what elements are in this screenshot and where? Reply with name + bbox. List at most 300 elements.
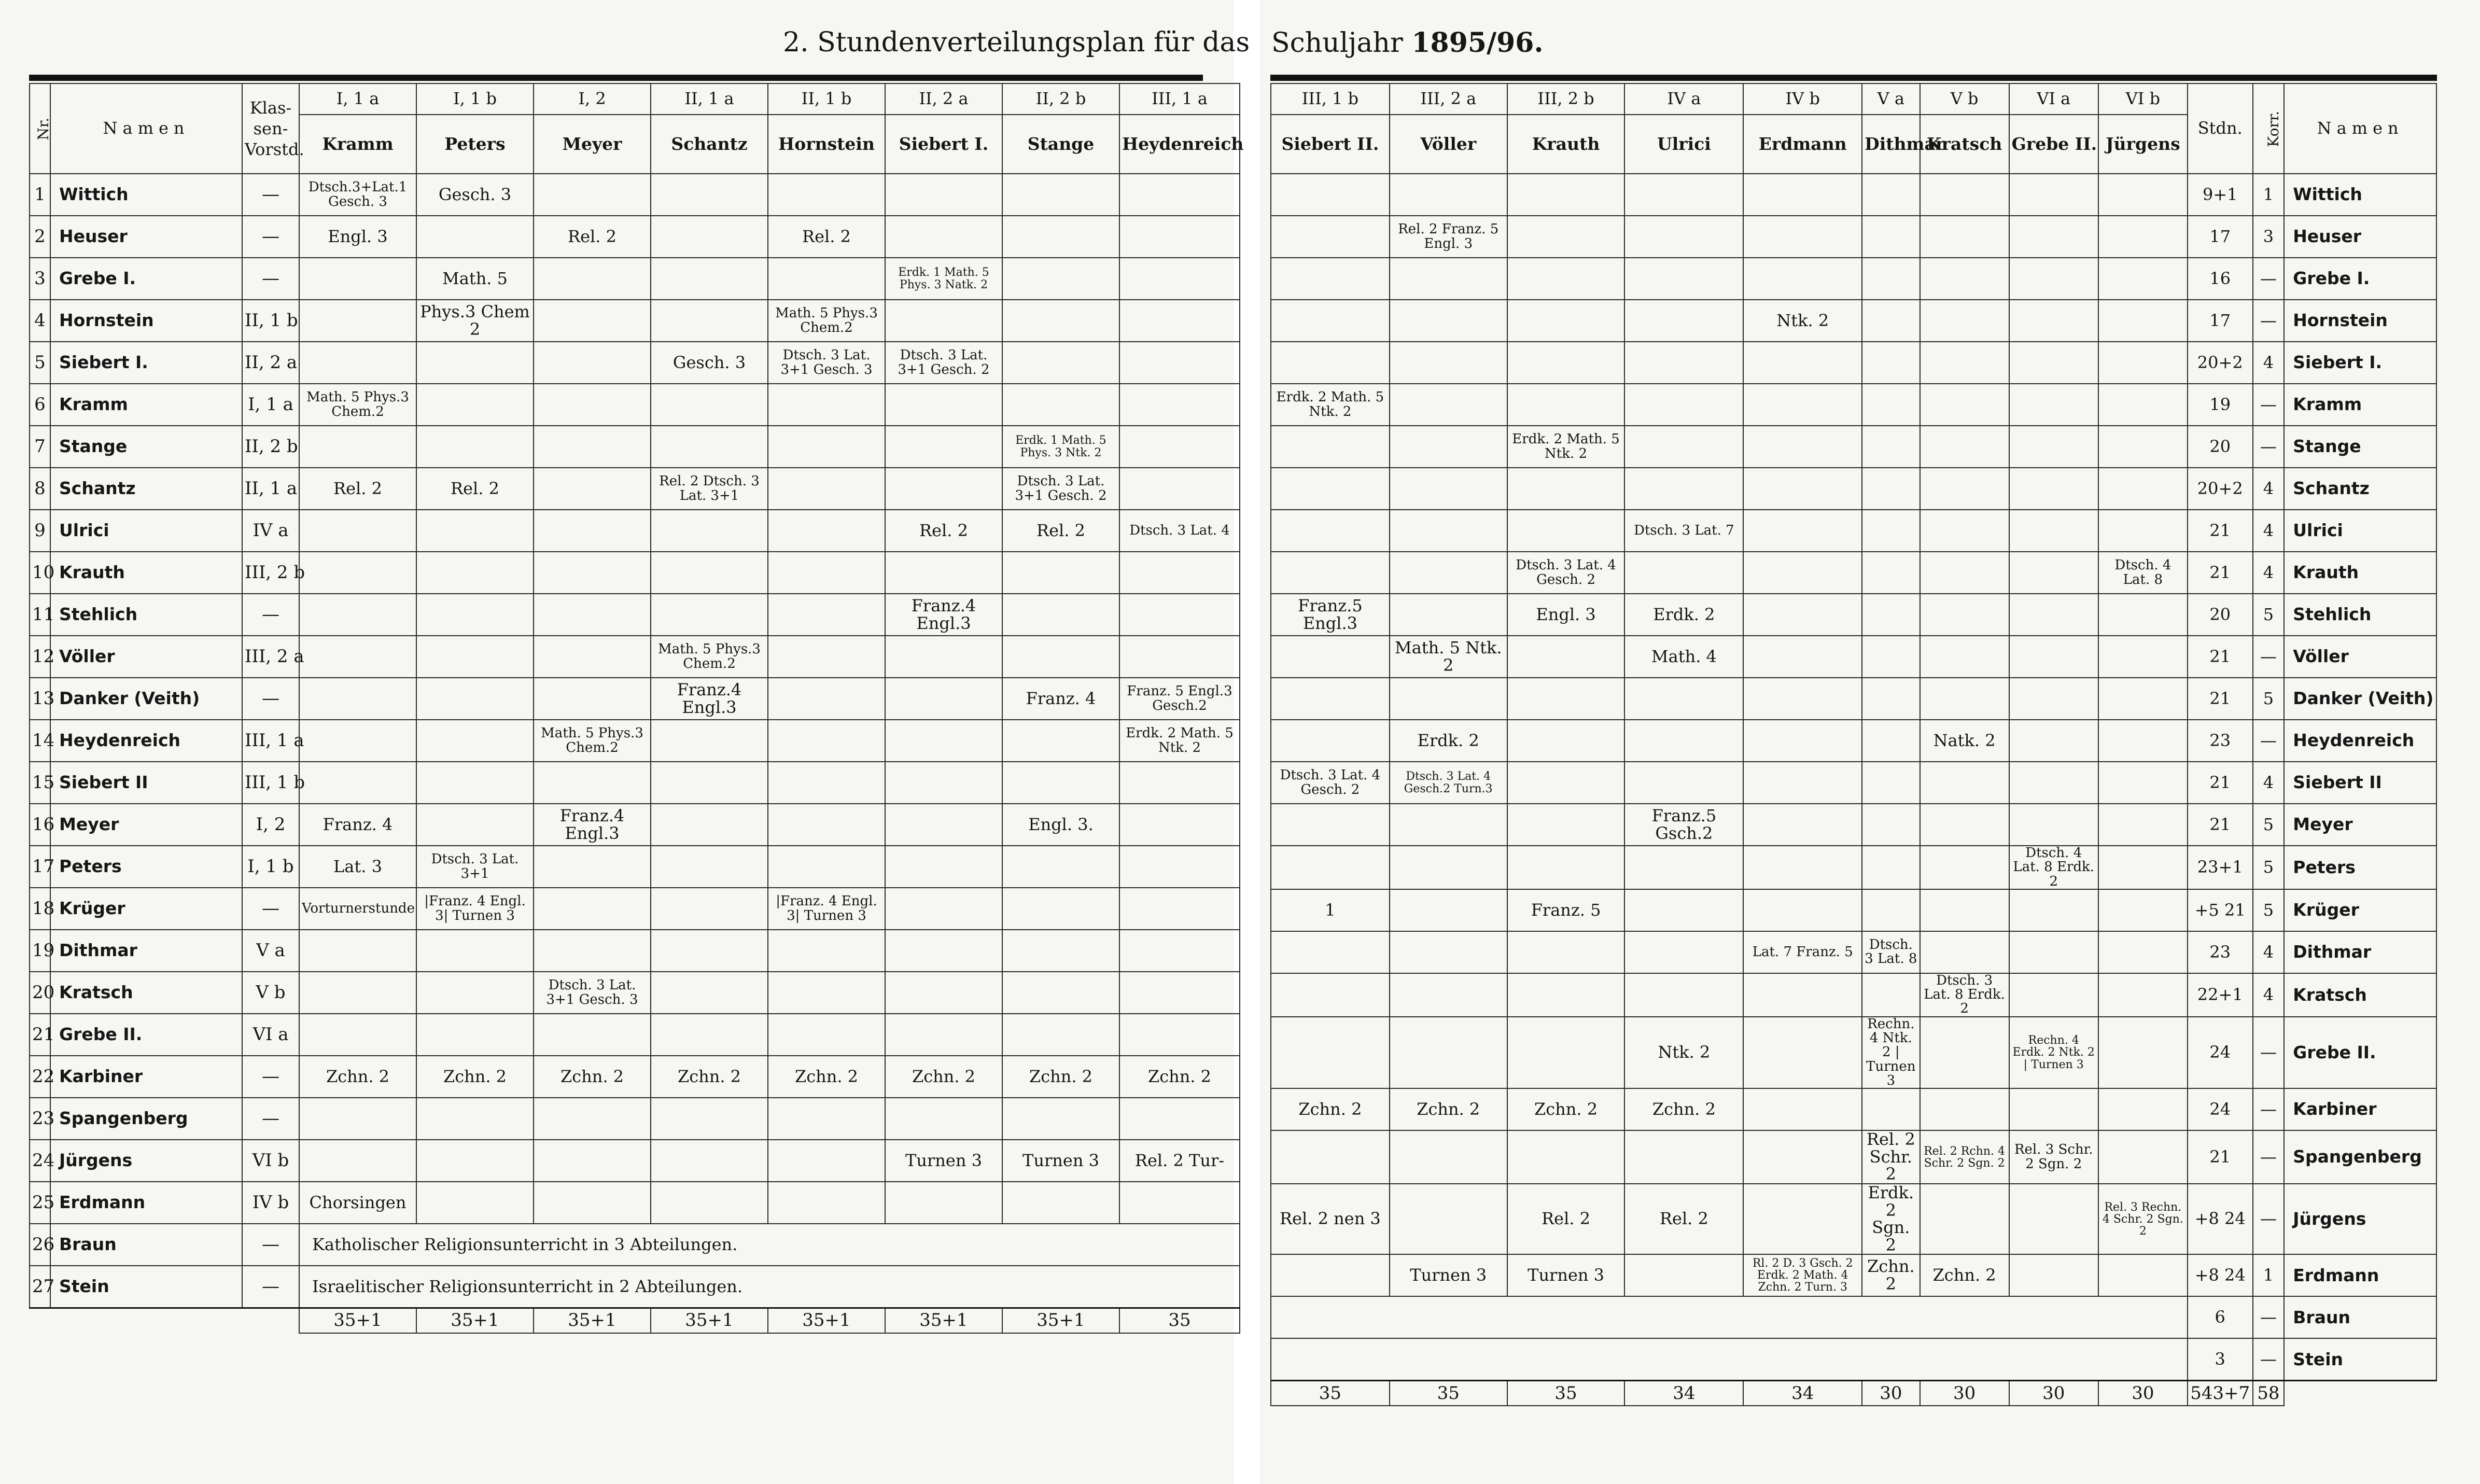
lesson-cell: Zchn. 2 [1862,1254,1919,1296]
teacher-name: Heydenreich [2284,720,2436,762]
lesson-cell [768,384,885,426]
lesson-cell [885,1014,1002,1056]
column-total: 35 [1119,1308,1240,1334]
lesson-cell [885,930,1002,972]
lesson-cell [1002,888,1119,930]
teacher-header: Schantz [651,115,768,174]
religion-note: Israelitischer Religionsunterricht in 2 Abteilungen. [299,1266,1240,1308]
lesson-cell [1271,1130,1390,1184]
lesson-cell [1271,636,1390,678]
lesson-cell [534,1014,651,1056]
lesson-cell [2098,468,2188,510]
lesson-cell [768,930,885,972]
lesson-cell [2098,846,2188,889]
lesson-cell [1743,384,1862,426]
lesson-cell [1862,804,1919,846]
lesson-cell [1119,930,1240,972]
hours-total: 21 [2188,678,2253,720]
corrections: — [2253,384,2285,426]
lesson-cell [1920,216,2009,258]
row-number: 2 [30,216,50,258]
lesson-cell: Rel. 2 [768,216,885,258]
row-number: 22 [30,1056,50,1098]
table-row [1271,1017,2436,1088]
table-row [30,594,1240,636]
lesson-cell [1920,510,2009,552]
lesson-cell [651,720,768,762]
lesson-cell [534,888,651,930]
lesson-cell: Ntk. 2 [1624,1017,1743,1088]
lesson-cell [1862,678,1919,720]
lesson-cell [1862,720,1919,762]
lesson-cell [1507,384,1625,426]
lesson-cell [1002,258,1119,300]
lesson-cell [299,1014,416,1056]
lesson-cell [1743,468,1862,510]
lesson-cell [768,258,885,300]
row-number: 17 [30,846,50,888]
totals-blank [30,1308,299,1334]
lesson-cell [1271,804,1390,846]
teacher-name: Stehlich [50,594,242,636]
lesson-cell [1624,889,1743,931]
lesson-cell [299,972,416,1014]
lesson-cell [1624,720,1743,762]
lesson-cell [1271,552,1390,594]
lesson-cell: Natk. 2 [1920,720,2009,762]
lesson-cell: Dtsch. 3 Lat. 4 Gesch. 2 [1507,552,1625,594]
lesson-cell [1862,552,1919,594]
lesson-cell [1743,258,1862,300]
lesson-cell [885,1098,1002,1140]
teacher-name: Spangenberg [50,1098,242,1140]
class-leader: IV a [242,510,299,552]
lesson-cell [1002,720,1119,762]
lesson-cell [1119,972,1240,1014]
class-leader: I, 2 [242,804,299,846]
page-title-right: Schuljahr 1895/96. [1271,27,1544,59]
lesson-cell [768,804,885,846]
lesson-cell [1862,889,1919,931]
lesson-cell [1862,216,1919,258]
teacher-name: Braun [50,1224,242,1266]
lesson-cell [1507,931,1625,973]
lesson-cell [651,552,768,594]
lesson-cell: Vorturnerstunde [299,888,416,930]
corrections: — [2253,1017,2285,1088]
lesson-cell [1002,342,1119,384]
lesson-cell [1390,510,1507,552]
table-row [1271,594,2436,636]
page-title-left: 2. Stundenverteilungsplan für das [783,27,1250,58]
row-number: 10 [30,552,50,594]
klassen-vorstand-header: Klas-sen-Vorstd. [242,83,299,174]
column-total: 35+1 [885,1308,1002,1334]
lesson-cell [1920,468,2009,510]
column-total: 35 [1507,1381,1625,1406]
lesson-cell [2009,973,2098,1017]
lesson-cell [1119,594,1240,636]
lesson-cell [2009,804,2098,846]
korr-header-text: Korr. [2264,111,2282,147]
lesson-cell [768,1098,885,1140]
lesson-cell [299,762,416,804]
teacher-name: Siebert II [50,762,242,804]
lesson-cell: Phys.3 Chem 2 [416,300,534,342]
lesson-cell: Lat. 7 Franz. 5 [1743,931,1862,973]
lesson-cell: Rechn. 4 Erdk. 2 Ntk. 2 | Turnen 3 [2009,1017,2098,1088]
lesson-cell [534,300,651,342]
lesson-cell [416,762,534,804]
lesson-cell: Math. 5 [416,258,534,300]
lesson-cell: Franz. 4 [1002,678,1119,720]
column-total: 35 [1390,1381,1507,1406]
hours-total: 23 [2188,931,2253,973]
table-row [30,426,1240,468]
class-leader: III, 2 b [242,552,299,594]
column-total: 35+1 [1002,1308,1119,1334]
lesson-cell [2009,1184,2098,1254]
teacher-name: Völler [2284,636,2436,678]
lesson-cell [885,846,1002,888]
lesson-cell [1920,762,2009,804]
lesson-cell: Rel. 3 Rechn. 4 Schr. 2 Sgn. 2 [2098,1184,2188,1254]
teacher-name: Erdmann [50,1182,242,1224]
lesson-cell [651,174,768,216]
row-number: 3 [30,258,50,300]
table-row [1271,1184,2436,1254]
lesson-cell: Franz.5 Gsch.2 [1624,804,1743,846]
nr-header [30,83,50,174]
class-leader: — [242,1098,299,1140]
lesson-cell: Erdk. 1 Math. 5 Phys. 3 Ntk. 2 [1002,426,1119,468]
lesson-cell: Turnen 3 [1390,1254,1507,1296]
teacher-name: Ulrici [2284,510,2436,552]
lesson-cell [651,972,768,1014]
lesson-cell [2009,510,2098,552]
lesson-cell: Math. 5 Phys.3 Chem.2 [534,720,651,762]
lesson-cell [1624,384,1743,426]
corrections: 4 [2253,762,2285,804]
lesson-cell [2098,174,2188,216]
lesson-cell [416,636,534,678]
lesson-cell: Rl. 2 D. 3 Gsch. 2 Erdk. 2 Math. 4 Zchn. 2 Turn. 3 [1743,1254,1862,1296]
lesson-cell [1920,1017,2009,1088]
lesson-cell [885,972,1002,1014]
lesson-cell [2098,762,2188,804]
corrections: — [2253,1296,2285,1338]
lesson-cell: Lat. 3 [299,846,416,888]
lesson-cell [1862,426,1919,468]
lesson-cell [651,804,768,846]
lesson-cell [885,468,1002,510]
lesson-cell [1390,174,1507,216]
lesson-cell: Dtsch. 3 Lat. 4 Gesch.2 Turn.3 [1390,762,1507,804]
class-leader: I, 1 b [242,846,299,888]
table-row [1271,552,2436,594]
class-header: II, 2 b [1002,83,1119,115]
table-row [30,678,1240,720]
lesson-cell [1507,1017,1625,1088]
table-row [1271,762,2436,804]
totals-row [1271,1381,2436,1406]
class-leader: — [242,594,299,636]
lesson-cell: Rel. 2 [416,468,534,510]
lesson-cell [768,174,885,216]
lesson-cell [651,1014,768,1056]
lesson-cell [1119,1098,1240,1140]
hours-total: 20 [2188,426,2253,468]
lesson-cell [885,1182,1002,1224]
lesson-cell: Math. 5 Phys.3 Chem.2 [651,636,768,678]
row-number: 18 [30,888,50,930]
lesson-cell [1507,216,1625,258]
row-number: 5 [30,342,50,384]
class-header: III, 2 b [1507,83,1625,115]
lesson-cell [768,846,885,888]
lesson-cell [1920,1088,2009,1130]
class-leader: V b [242,972,299,1014]
column-total: 35 [1271,1381,1390,1406]
lesson-cell [1743,510,1862,552]
lesson-cell [768,1014,885,1056]
lesson-cell [1271,720,1390,762]
row-number: 27 [30,1266,50,1308]
lesson-cell [1271,931,1390,973]
teacher-name: Karbiner [50,1056,242,1098]
lesson-cell: Zchn. 2 [1624,1088,1743,1130]
namen-header: Namen [2284,83,2436,174]
lesson-cell [1920,1184,2009,1254]
lesson-cell [1624,1130,1743,1184]
corrections: 1 [2253,174,2285,216]
lesson-cell: Dtsch. 4 Lat. 8 [2098,552,2188,594]
table-row [30,216,1240,258]
grand-total-hours: 543+7 [2188,1381,2253,1406]
hours-total: 22+1 [2188,973,2253,1017]
stdn-header: Stdn. [2188,83,2253,174]
hours-total: 21 [2188,510,2253,552]
lesson-cell [416,1014,534,1056]
class-header: I, 2 [534,83,651,115]
table-row [1271,1338,2436,1381]
lesson-cell [2098,636,2188,678]
teacher-name: Kratsch [50,972,242,1014]
table-row [30,846,1240,888]
hours-total: 9+1 [2188,174,2253,216]
table-row [30,1098,1240,1140]
table-row [30,384,1240,426]
hours-total: +8 24 [2188,1254,2253,1296]
lesson-cell [768,678,885,720]
lesson-cell [651,1098,768,1140]
teacher-header: Meyer [534,115,651,174]
lesson-cell [1743,804,1862,846]
table-row [30,1266,1240,1308]
table-row [1271,510,2436,552]
lesson-cell: Franz.4 Engl.3 [885,594,1002,636]
teacher-name: Braun [2284,1296,2436,1338]
lesson-cell [2009,258,2098,300]
table-row [30,300,1240,342]
column-total: 35+1 [768,1308,885,1334]
lesson-cell: Erdk. 2 [1390,720,1507,762]
column-total: 35+1 [416,1308,534,1334]
lesson-cell [1119,216,1240,258]
teacher-header: Siebert II. [1271,115,1390,174]
table-row [30,762,1240,804]
lesson-cell [1390,931,1507,973]
lesson-cell [534,1182,651,1224]
table-row [1271,426,2436,468]
lesson-cell: Turnen 3 [1507,1254,1625,1296]
lesson-cell: Turnen 3 [885,1140,1002,1182]
lesson-cell: Ntk. 2 [1743,300,1862,342]
lesson-cell [416,972,534,1014]
lesson-cell [1862,300,1919,342]
class-leader: — [242,174,299,216]
lesson-cell [2009,889,2098,931]
lesson-cell [1624,762,1743,804]
lesson-cell [534,258,651,300]
table-row [1271,973,2436,1017]
table-row [30,342,1240,384]
teacher-header: Ulrici [1624,115,1743,174]
lesson-cell: Dtsch. 3 Lat. 3+1 [416,846,534,888]
lesson-cell [299,678,416,720]
hours-total: 21 [2188,1130,2253,1184]
class-leader: II, 1 b [242,300,299,342]
table-row [30,1182,1240,1224]
lesson-cell [651,594,768,636]
lesson-cell: Rel. 2 [299,468,416,510]
lesson-cell [1862,636,1919,678]
lesson-cell [1624,973,1743,1017]
table-row [1271,468,2436,510]
hours-total: 3 [2188,1338,2253,1381]
lesson-cell [1271,468,1390,510]
class-header: V a [1862,83,1919,115]
lesson-cell: Erdk. 2 [1624,594,1743,636]
lesson-cell [416,1140,534,1182]
teacher-name: Krauth [2284,552,2436,594]
lesson-cell [299,1098,416,1140]
teacher-name: Grebe I. [2284,258,2436,300]
lesson-cell [2098,384,2188,426]
teacher-name: Jürgens [2284,1184,2436,1254]
lesson-cell: Rel. 2 Tur- [1119,1140,1240,1182]
table-row [30,804,1240,846]
lesson-cell [416,804,534,846]
class-header: II, 1 b [768,83,885,115]
lesson-cell [299,636,416,678]
teacher-name: Krauth [50,552,242,594]
class-leader: V a [242,930,299,972]
lesson-cell [1743,594,1862,636]
row-number: 15 [30,762,50,804]
lesson-cell [1390,846,1507,889]
lesson-cell [1862,846,1919,889]
lesson-cell [768,720,885,762]
row-number: 13 [30,678,50,720]
table-row [30,174,1240,216]
lesson-cell: Dtsch. 3 Lat. 7 [1624,510,1743,552]
lesson-cell [2009,594,2098,636]
schedule-table-left [29,83,1244,1334]
teacher-header: Stange [1002,115,1119,174]
class-leader: II, 2 b [242,426,299,468]
lesson-cell [1743,1130,1862,1184]
column-total: 34 [1743,1381,1862,1406]
row-number: 21 [30,1014,50,1056]
lesson-cell: Franz. 4 [299,804,416,846]
teacher-name: Erdmann [2284,1254,2436,1296]
lesson-cell [1862,342,1919,384]
table-row [1271,678,2436,720]
lesson-cell: Rel. 2 [1002,510,1119,552]
teacher-name: Krüger [2284,889,2436,931]
lesson-cell [534,174,651,216]
corrections: — [2253,1130,2285,1184]
lesson-cell [885,552,1002,594]
teacher-name: Wittich [50,174,242,216]
lesson-cell [534,678,651,720]
lesson-cell: Franz. 5 Engl.3 Gesch.2 [1119,678,1240,720]
lesson-cell [1920,846,2009,889]
table-row [30,930,1240,972]
lesson-cell [1271,678,1390,720]
teacher-name: Kramm [50,384,242,426]
lesson-cell [1743,1088,1862,1130]
lesson-cell [1920,594,2009,636]
corrections: 4 [2253,552,2285,594]
lesson-cell [2009,384,2098,426]
table-row [30,468,1240,510]
lesson-cell [1920,552,2009,594]
lesson-cell [2009,552,2098,594]
lesson-cell [1002,1182,1119,1224]
lesson-cell [1624,678,1743,720]
teacher-name: Danker (Veith) [50,678,242,720]
lesson-cell [1624,426,1743,468]
lesson-cell [1271,342,1390,384]
corrections: 4 [2253,510,2285,552]
title-rule-left [29,75,1203,81]
lesson-cell [1862,1088,1919,1130]
class-header: IV a [1624,83,1743,115]
nr-header-text: Nr. [35,118,52,141]
lesson-cell [534,426,651,468]
corrections: 5 [2253,889,2285,931]
table-row [1271,216,2436,258]
lesson-cell [534,468,651,510]
lesson-cell [1624,342,1743,384]
teacher-name: Siebert I. [50,342,242,384]
lesson-cell [1507,678,1625,720]
hours-total: 23 [2188,720,2253,762]
lesson-cell: Zchn. 2 [299,1056,416,1098]
lesson-cell: Chorsingen [299,1182,416,1224]
lesson-cell [299,300,416,342]
row-number: 1 [30,174,50,216]
class-header: I, 1 b [416,83,534,115]
column-total: 35+1 [651,1308,768,1334]
teacher-name: Grebe II. [50,1014,242,1056]
class-leader: — [242,216,299,258]
lesson-cell [2009,1088,2098,1130]
lesson-cell [1119,846,1240,888]
table-row [30,258,1240,300]
